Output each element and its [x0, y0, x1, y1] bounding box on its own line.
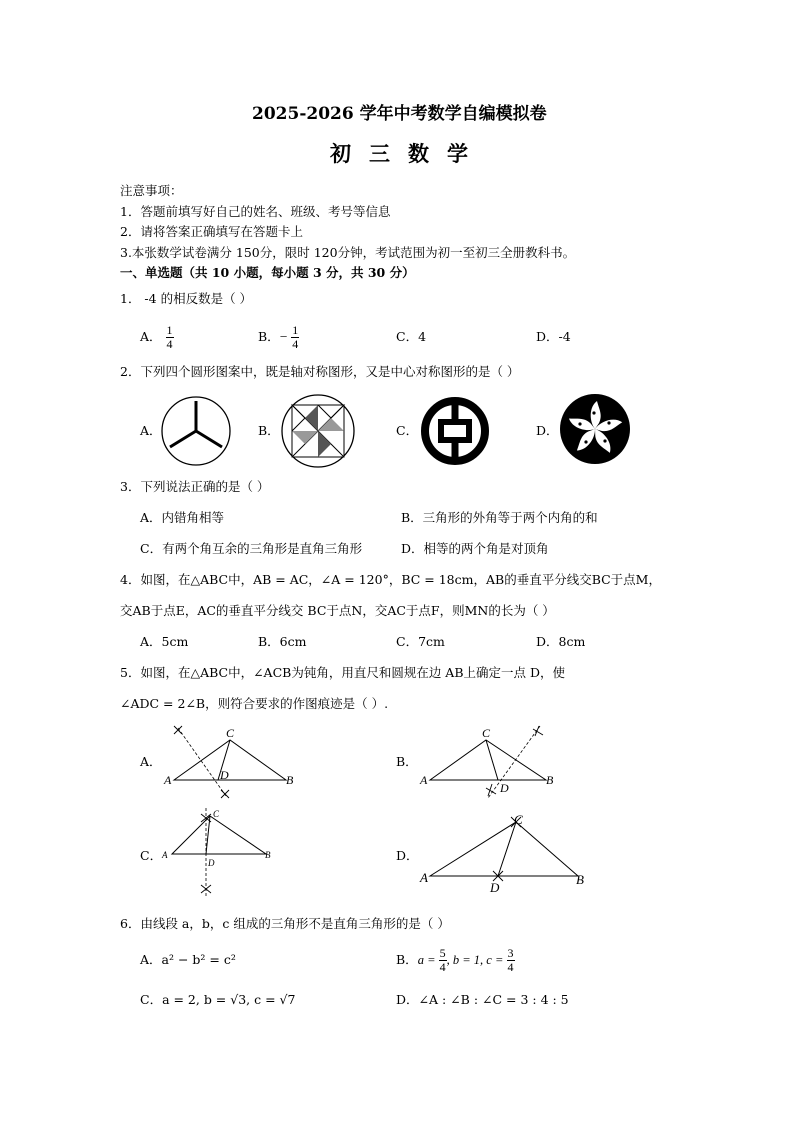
q6-b-mid: , b = 1, c =	[446, 953, 507, 967]
q5-figure-d	[416, 812, 596, 894]
q4-option-c: C．7cm	[396, 634, 445, 649]
q4-option-b: B．6cm	[258, 634, 307, 649]
q5-label-d: D．	[396, 848, 419, 863]
point-label: B	[576, 872, 584, 887]
section-heading: 一、单选题（共 10 小题，每小题 3 分，共 30 分）	[120, 265, 415, 280]
denominator: 4	[507, 960, 514, 974]
q3-option-a: A．内错角相等	[140, 510, 225, 525]
point-label: D	[500, 781, 509, 795]
q1-a-label: A．	[140, 329, 162, 344]
fraction	[291, 324, 299, 351]
q1-b-label: B．	[258, 329, 280, 344]
q6-stem: 6．由线段 a，b，c 组成的三角形不是直角三角形的是（ ）	[120, 916, 450, 931]
q6-option-a: A．a² − b² = c²	[140, 952, 236, 967]
point-label: C	[226, 726, 235, 740]
fraction	[166, 324, 174, 351]
point-label: D	[490, 880, 500, 895]
denominator: 4	[166, 337, 173, 351]
denominator: 4	[292, 337, 299, 351]
q5-line2: ∠ADC = 2∠B，则符合要求的作图痕迹是（ ）.	[120, 696, 389, 711]
q2-label-c: C．	[396, 423, 419, 438]
point-label: C	[213, 809, 220, 819]
numerator: 5	[439, 946, 446, 960]
notes-heading: 注意事项：	[120, 183, 183, 198]
q4-line2: 交AB于点E，AC的垂直平分线交 BC于点N，交AC于点F，则MN的长为（ ）	[120, 603, 555, 618]
q1-option-c: C．4	[396, 329, 427, 344]
point-label: A	[420, 773, 428, 787]
q6-option-b	[396, 945, 515, 975]
q3-stem: 3．下列说法正确的是（ ）	[120, 479, 270, 494]
figure-pinwheel	[280, 393, 356, 469]
q5-label-b: B．	[396, 754, 418, 769]
note-item: 2．请将答案正确填写在答题卡上	[120, 224, 303, 239]
q5-figure-b	[416, 722, 566, 802]
q3-option-c: C．有两个角互余的三角形是直角三角形	[140, 541, 363, 556]
q2-label-b: B．	[258, 423, 280, 438]
numerator: 1	[166, 323, 173, 337]
q2-label-d: D．	[536, 423, 559, 438]
point-label: C	[482, 726, 491, 740]
point-label: B	[546, 773, 554, 787]
exam-title: 2025-2026 学年中考数学自编模拟卷	[252, 104, 547, 124]
q6-b-label: B．	[396, 952, 418, 967]
fraction	[439, 947, 447, 974]
point-label: D	[220, 768, 229, 782]
fraction	[507, 947, 515, 974]
q6-option-d: D．∠A : ∠B : ∠C = 3 : 4 : 5	[396, 992, 569, 1007]
q5-figure-c	[160, 806, 280, 898]
q5-label-a: A．	[140, 754, 162, 769]
denominator: 4	[439, 960, 446, 974]
numerator: 3	[507, 946, 514, 960]
exam-subtitle: 初三数学	[330, 141, 486, 166]
point-label: D	[208, 858, 215, 868]
point-label: B	[265, 850, 271, 860]
q4-option-a: A．5cm	[140, 634, 189, 649]
q5-figure-a	[160, 722, 300, 802]
note-item: 3.本张数学试卷满分 150分，限时 120分钟，考试范围为初一至初三全册教科书。	[120, 245, 576, 260]
q3-option-d: D．相等的两个角是对顶角	[401, 541, 549, 556]
point-label: A	[162, 850, 168, 860]
point-label: A	[420, 870, 428, 885]
q1-option-a	[140, 322, 174, 352]
figure-coin-logo	[418, 394, 492, 468]
minus-sign: −	[279, 329, 288, 344]
q3-option-b: B．三角形的外角等于两个内角的和	[401, 510, 598, 525]
q5-line1: 5．如图，在△ABC中，∠ACB为钝角，用直尺和圆规在边 AB上确定一点 D，使	[120, 665, 566, 680]
q6-option-c: C．a = 2, b = √3, c = √7	[140, 992, 296, 1007]
q1-stem: 1． -4 的相反数是（ ）	[120, 291, 253, 306]
figure-tri-spoke-circle	[160, 395, 232, 467]
point-label: B	[286, 773, 294, 787]
q1-option-d: D．-4	[536, 329, 571, 344]
figure-bauhinia	[559, 393, 631, 465]
q6-b-pre: a =	[417, 953, 439, 967]
q2-label-a: A．	[140, 423, 162, 438]
point-label: A	[164, 773, 172, 787]
numerator: 1	[292, 323, 299, 337]
note-item: 1．答题前填写好自己的姓名、班级、考号等信息	[120, 204, 391, 219]
q4-option-d: D．8cm	[536, 634, 586, 649]
q2-stem: 2．下列四个圆形图案中，既是轴对称图形，又是中心对称图形的是（ ）	[120, 364, 520, 379]
point-label: C	[514, 812, 523, 827]
q5-label-c: C．	[140, 848, 163, 863]
q4-line1: 4．如图，在△ABC中，AB = AC，∠A = 120°，BC = 18cm，AB的垂直平分线交BC于点M，	[120, 572, 661, 587]
q1-option-b	[258, 322, 299, 352]
